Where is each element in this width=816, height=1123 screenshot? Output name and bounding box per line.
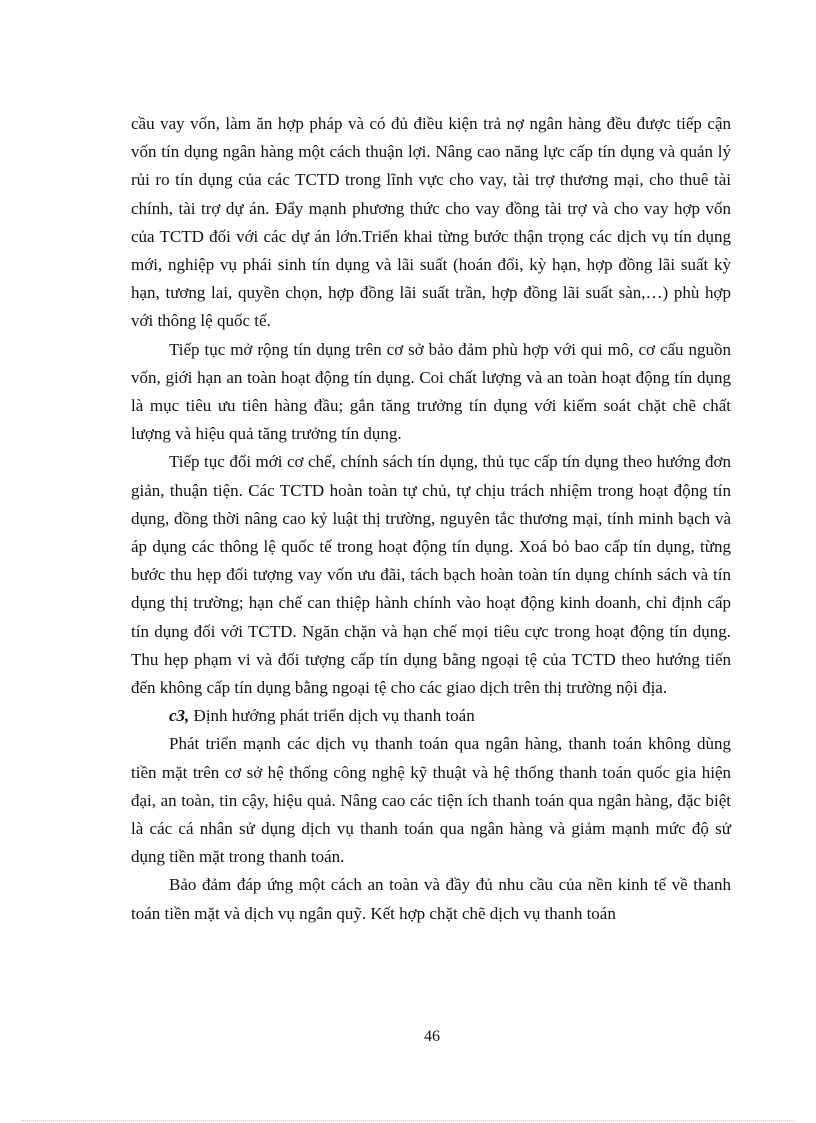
paragraph-credit-expansion: Tiếp tục mở rộng tín dụng trên cơ sở bảo đảm phù hợp với qui mô, cơ cấu nguồn vốn, giới hạn an toàn hoạt động tín dụng. Coi chất lượng và an toàn hoạt động tín dụng là mục tiêu ưu tiên hàng đầu; gắn tăng trưởng tín dụng với kiểm soát chặt chẽ chất lượng và hiệu quả tăng trưởng tín dụng. [131, 339, 731, 444]
paragraph-credit-access: cầu vay vốn, làm ăn hợp pháp và có đủ điều kiện trả nợ ngân hàng đều được tiếp cận vốn tín dụng ngân hàng một cách thuận lợi. Nâng cao năng lực cấp tín dụng và quản lý rủi ro tín dụng của các TCTD trong lĩnh vực cho vay, tài trợ thương mại, cho thuê tài chính, tài trợ dự án. Đẩy mạnh phương thức cho vay đồng tài trợ và cho vay hợp vốn của TCTD đối với các dự án lớn.Triển khai từng bước thận trọng các dịch vụ tín dụng mới, nghiệp vụ phái sinh tín dụng và lãi suất (hoán đổi, kỳ hạn, hợp đồng lãi suất kỳ hạn, tương lai, quyền chọn, hợp đồng lãi suất trần, hợp đồng lãi suất sàn,…) phù hợp với thông lệ quốc tế. [131, 114, 731, 331]
document-body [131, 110, 731, 928]
section-title: Định hướng phát triển dịch vụ thanh toán [193, 706, 475, 726]
page-bottom-divider [22, 1120, 794, 1121]
section-number: c3, [169, 706, 190, 726]
section-heading-c3 [131, 702, 731, 730]
paragraph-payment-services: Phát triển mạnh các dịch vụ thanh toán qua ngân hàng, thanh toán không dùng tiền mặt trên cơ sở hệ thống công nghệ kỹ thuật và hệ thống thanh toán quốc gia hiện đại, an toàn, tin cậy, hiệu quả. Nâng cao các tiện ích thanh toán qua ngân hàng, đặc biệt là các cá nhân sử dụng dịch vụ thanh toán qua ngân hàng và giảm mạnh mức độ sử dụng tiền mặt trong thanh toán. [131, 734, 731, 867]
paragraph-credit-policy-reform: Tiếp tục đổi mới cơ chế, chính sách tín dụng, thủ tục cấp tín dụng theo hướng đơn giản, thuận tiện. Các TCTD hoàn toàn tự chủ, tự chịu trách nhiệm trong hoạt động tín dụng, đồng thời nâng cao kỷ luật thị trường, nguyên tắc thương mại, tính minh bạch và áp dụng các thông lệ quốc tế trong hoạt động tín dụng. Xoá bỏ bao cấp tín dụng, từng bước thu hẹp đối tượng vay vốn ưu đãi, tách bạch hoàn toàn tín dụng chính sách và tín dụng thị trường; hạn chế can thiệp hành chính vào hoạt động kinh doanh, chỉ định cấp tín dụng đối với TCTD. Ngăn chặn và hạn chế mọi tiêu cực trong hoạt động tín dụng. Thu hẹp phạm vi và đối tượng cấp tín dụng bằng ngoại tệ của TCTD theo hướng tiến đến không cấp tín dụng bằng ngoại tệ cho các giao dịch trên thị trường nội địa. [131, 452, 731, 698]
page-number: 46 [424, 1028, 440, 1045]
paragraph-cash-payment: Bảo đảm đáp ứng một cách an toàn và đầy đủ nhu cầu của nền kinh tế về thanh toán tiền mặt và dịch vụ ngân quỹ. Kết hợp chặt chẽ dịch vụ thanh toán [131, 875, 731, 923]
